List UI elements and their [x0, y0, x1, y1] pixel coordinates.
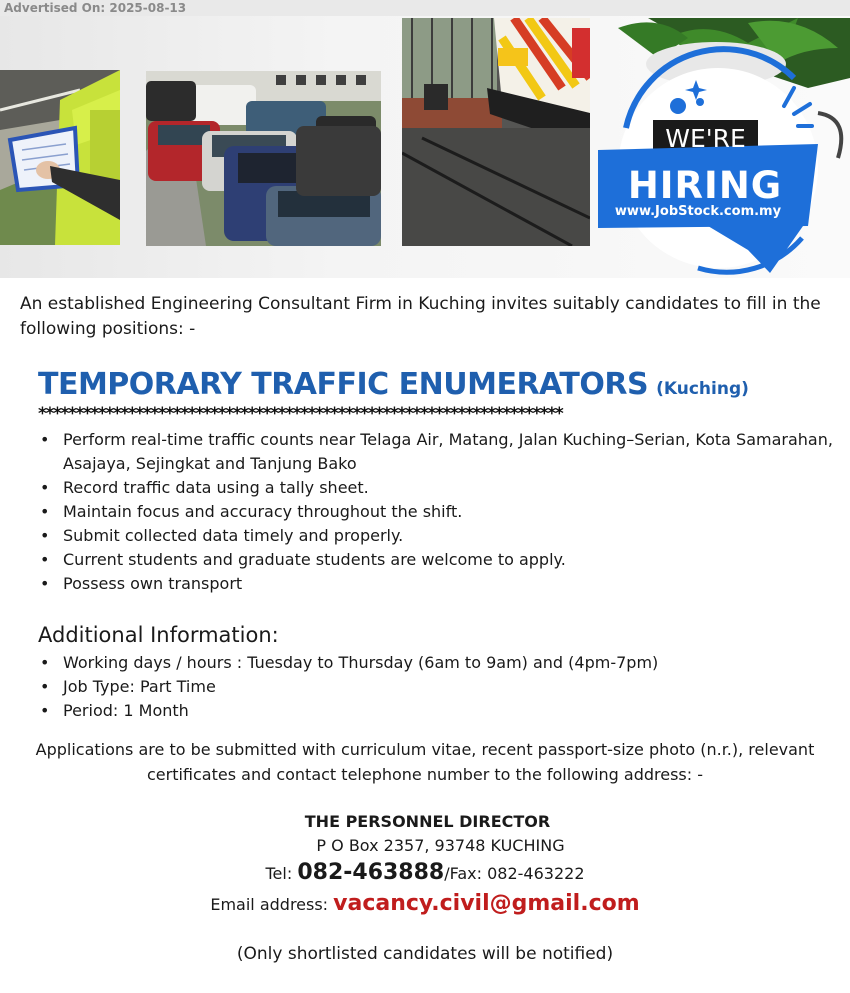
traffic-jam-photo	[146, 71, 381, 246]
hiring-badge	[598, 18, 850, 276]
advertised-on-bar	[0, 0, 850, 16]
email-label: Email address:	[210, 895, 334, 914]
hiring-website: www.JobStock.com.my	[614, 204, 782, 219]
position-location: (Kuching)	[656, 379, 749, 399]
address-director: THE PERSONNEL DIRECTOR	[304, 812, 551, 831]
additional-info-list	[38, 651, 818, 723]
list-item: • Possess own transport	[38, 572, 843, 596]
tel-number[interactable]: 082-463888	[297, 860, 445, 885]
fax-number: /Fax: 082-463222	[444, 864, 585, 883]
list-item: • Record traffic data using a tally sheet.	[38, 476, 843, 500]
contact-email	[0, 891, 850, 916]
hiring-line1: WE'RE	[665, 124, 746, 153]
advertised-on-text: Advertised On: 2025-08-13	[4, 1, 187, 15]
list-item: • Working days / hours : Tuesday to Thursday (6am to 9am) and (4pm-7pm)	[38, 651, 818, 675]
address-pobox: P O Box 2357, 93748 KUCHING	[316, 836, 565, 855]
traffic-counter-photo	[402, 18, 590, 246]
list-item: • Submit collected data timely and properly.	[38, 524, 843, 548]
tel-label: Tel:	[265, 864, 298, 883]
email-link[interactable]: vacancy.civil@gmail.com	[333, 891, 640, 916]
position-title	[38, 367, 749, 402]
shortlist-note: (Only shortlisted candidates will be notified)	[236, 944, 614, 964]
list-item: • Current students and graduate students are welcome to apply.	[38, 548, 843, 572]
list-item: • Job Type: Part Time	[38, 675, 818, 699]
hiring-line2: HIRING	[627, 164, 783, 207]
title-separator: **********************************************************************	[38, 404, 563, 424]
contact-phone	[0, 860, 850, 885]
surveyor-photo	[0, 70, 120, 245]
list-item: • Perform real-time traffic counts near Telaga Air, Matang, Jalan Kuching–Serian, Kota Samarahan, Asajaya, Sejingkat and Tanjung Bako	[38, 428, 843, 476]
additional-info-heading: Additional Information:	[38, 623, 279, 647]
duties-list	[38, 428, 843, 596]
position-title-text: TEMPORARY TRAFFIC ENUMERATORS	[38, 367, 649, 402]
list-item: • Maintain focus and accuracy throughout the shift.	[38, 500, 843, 524]
list-item: • Period: 1 Month	[38, 699, 818, 723]
intro-text: An established Engineering Consultant Firm in Kuching invites suitably candidates to fill in the following positions: -	[20, 294, 821, 339]
application-instructions: Applications are to be submitted with curriculum vitae, recent passport-size photo (n.r.), relevant certificates and contact telephone number to the following address: -	[35, 740, 815, 784]
